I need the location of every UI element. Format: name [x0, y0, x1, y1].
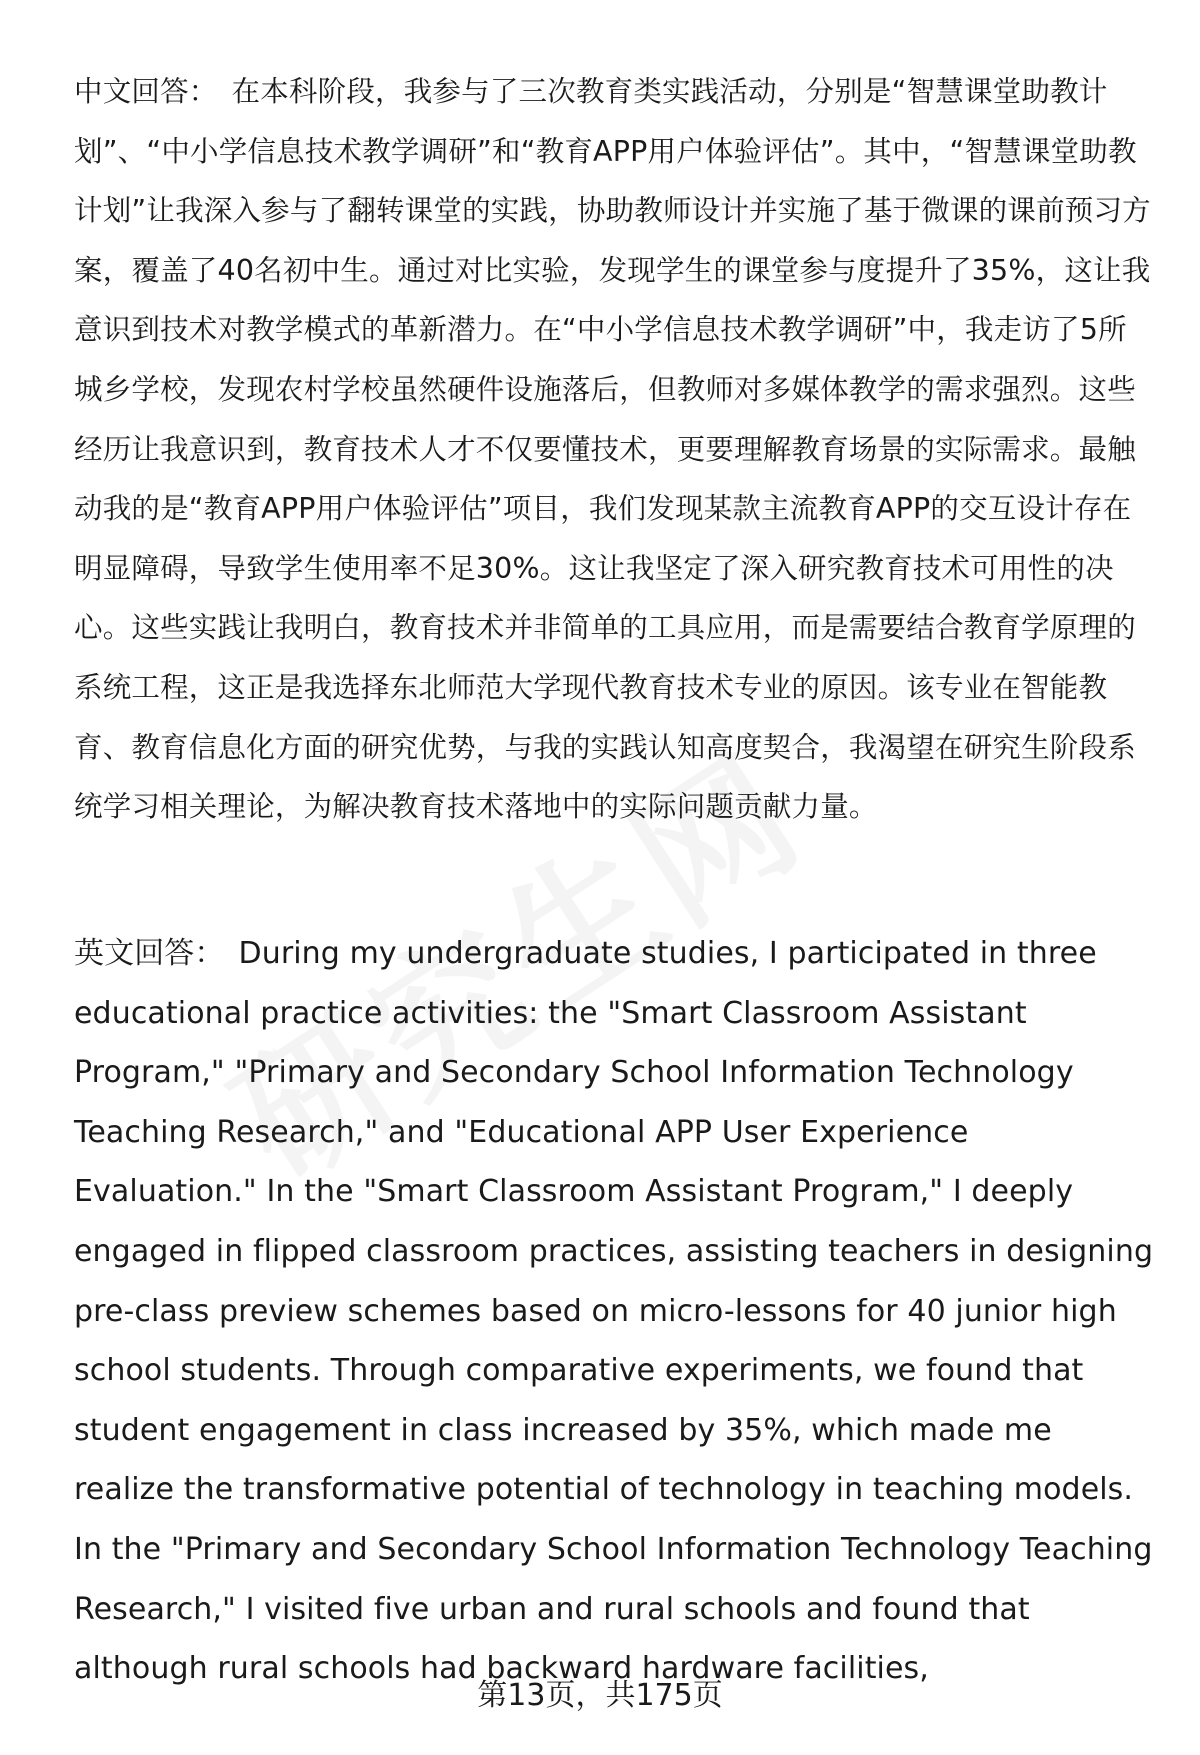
english-answer-label: 英文回答：: [74, 936, 225, 971]
chinese-answer-paragraph: [74, 62, 1154, 837]
page-number-footer: 第13页，共175页: [477, 1678, 723, 1713]
chinese-answer-label: 中文回答：: [74, 75, 218, 108]
english-answer-paragraph: [74, 924, 1154, 1699]
english-answer-text: During my undergraduate studies, I participated in three educational practice activities: the "Smart Classroom Assistant Program," "Primary and Secondary School Information Technology Teaching Research," and "Educational APP User Experience Evaluation." In the "Smart Classroom Assistant Program," I deeply engaged in flipped classroom practices, assisting teachers in designing pre-class preview schemes based on micro-lessons for 40 junior high school students. Through comparative experiments, we found that student engagement in class increased by 35%, which made me realize the transformative potential of technology in teaching models. In the "Primary and Secondary School Information Technology Teaching Research," I visited five urban and rural schools and found that although rural schools had backward hardware facilities,: [74, 936, 1154, 1687]
chinese-answer-text: 在本科阶段，我参与了三次教育类实践活动，分别是“智慧课堂助教计划”、“中小学信息技术教学调研”和“教育APP用户体验评估”。其中，“智慧课堂助教计划”让我深入参与了翻转课堂的实践，协助教师设计并实施了基于微课的课前预习方案，覆盖了40名初中生。通过对比实验，发现学生的课堂参与度提升了35%，这让我意识到技术对教学模式的革新潜力。在“中小学信息技术教学调研”中，我走访了5所城乡学校，发现农村学校虽然硬件设施落后，但教师对多媒体教学的需求强烈。这些经历让我意识到，教育技术人才不仅要懂技术，更要理解教育场景的实际需求。最触动我的是“教育APP用户体验评估”项目，我们发现某款主流教育APP的交互设计存在明显障碍，导致学生使用率不足30%。这让我坚定了深入研究教育技术可用性的决心。这些实践让我明白，教育技术并非简单的工具应用，而是需要结合教育学原理的系统工程，这正是我选择东北师范大学现代教育技术专业的原因。该专业在智能教育、教育信息化方面的研究优势，与我的实践认知高度契合，我渴望在研究生阶段系统学习相关理论，为解决教育技术落地中的实际问题贡献力量。: [74, 75, 1151, 824]
